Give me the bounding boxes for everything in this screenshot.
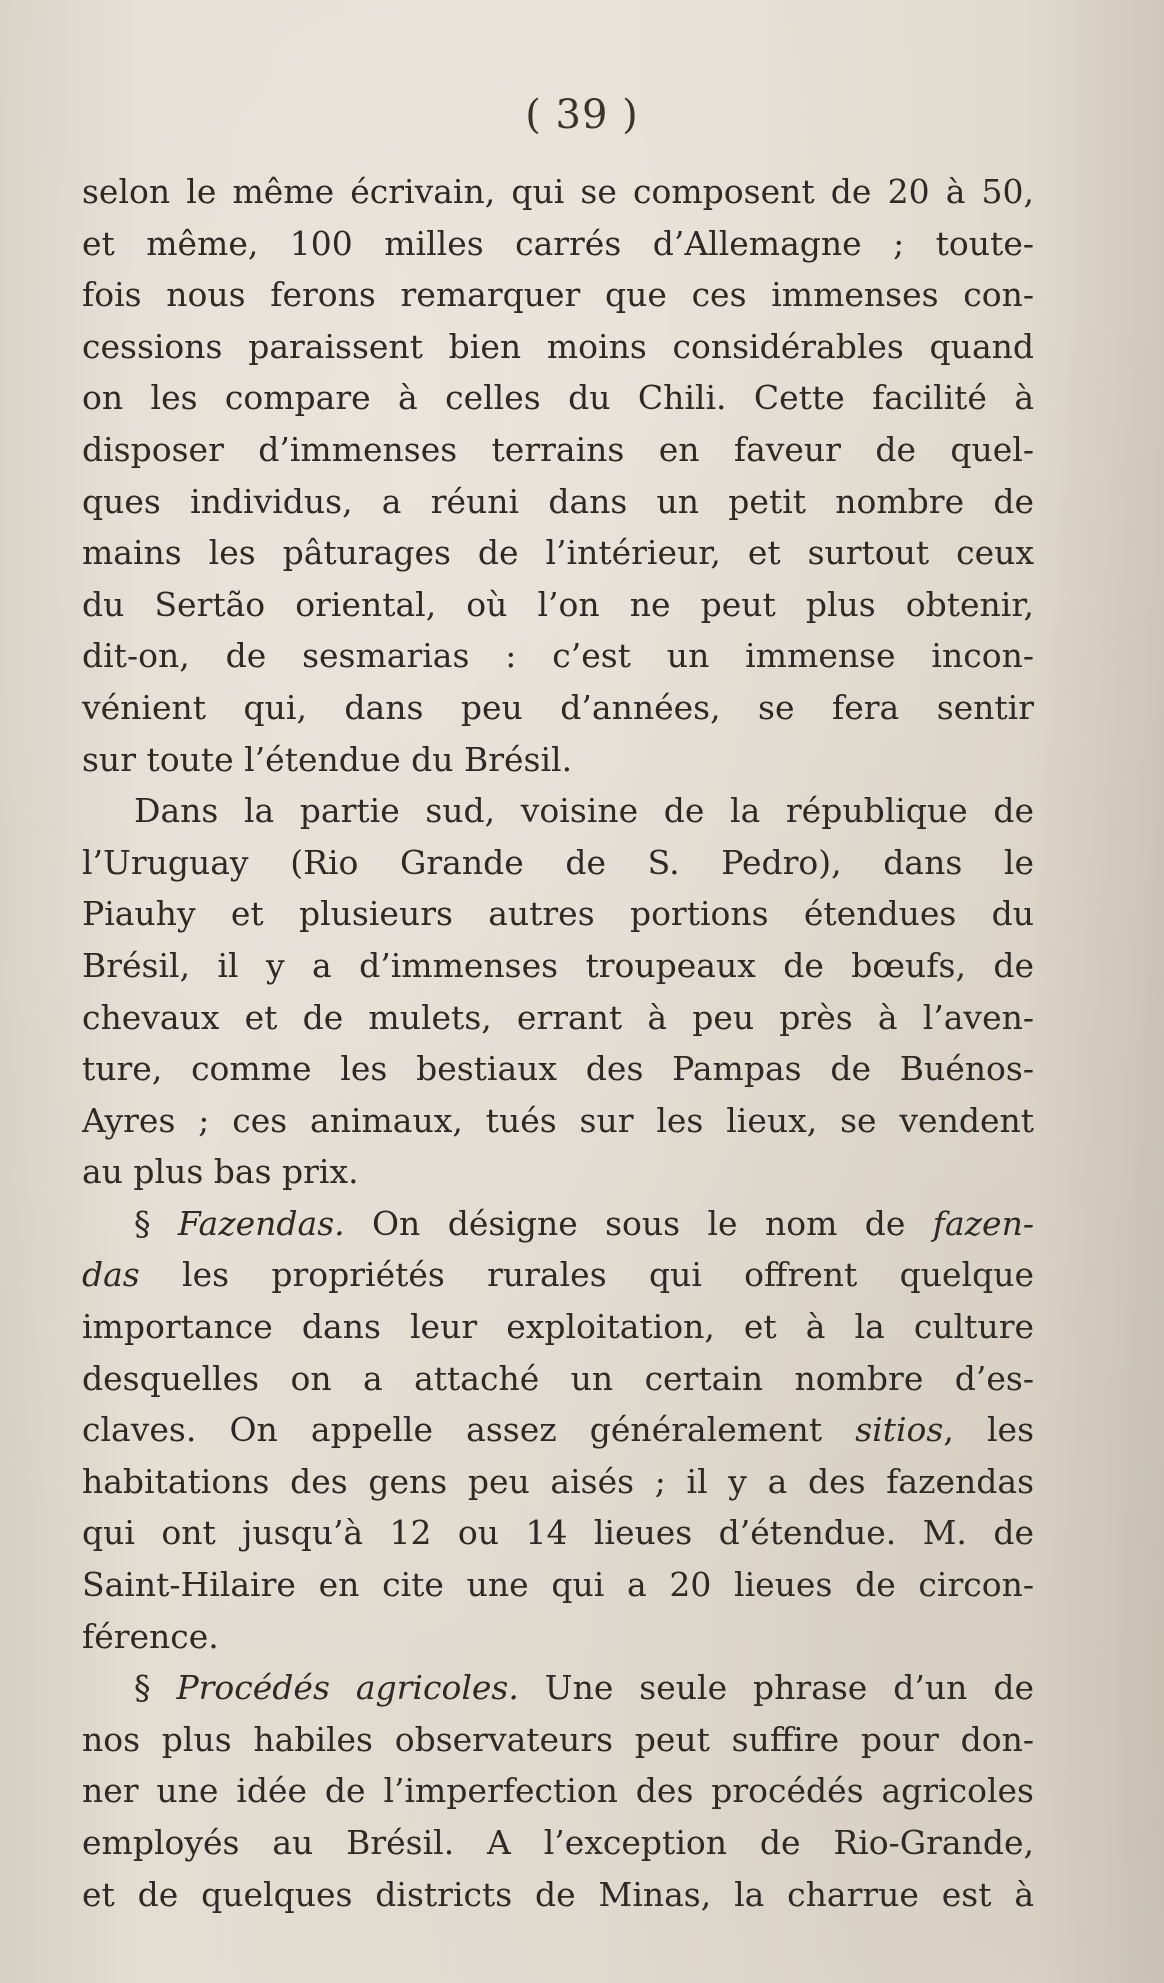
body-text bbox=[82, 166, 1034, 1920]
section-heading-line: § Fazendas. On désigne sous le nom de fazen- bbox=[134, 1203, 1034, 1243]
text-line: disposer d’immenses terrains en faveur de quel- bbox=[82, 429, 1034, 469]
paragraph-start-line: Dans la partie sud, voisine de la république de bbox=[134, 791, 1034, 831]
page-number: ( 39 ) bbox=[525, 92, 639, 138]
text-line: dit-on, de sesmarias : c’est un immense incon- bbox=[82, 636, 1034, 676]
section-heading-procedes-agricoles: Procédés agricoles. bbox=[176, 1668, 519, 1708]
text-line: et même, 100 milles carrés d’Allemagne ; toute- bbox=[82, 223, 1034, 263]
text-line: ques individus, a réuni dans un petit nombre de bbox=[82, 481, 1034, 521]
text-line: habitations des gens peu aisés ; il y a des fazendas bbox=[82, 1461, 1034, 1501]
text-line: du Sertão oriental, où l’on ne peut plus obtenir, bbox=[82, 584, 1034, 624]
text-line: nos plus habiles observateurs peut suffire pour don- bbox=[82, 1719, 1034, 1759]
section-heading-fazendas: Fazendas. bbox=[177, 1203, 345, 1243]
text-line: ture, comme les bestiaux des Pampas de Buénos- bbox=[82, 1049, 1034, 1089]
text-line: chevaux et de mulets, errant à peu près à l’aven- bbox=[82, 997, 1034, 1037]
text-line: sur toute l’étendue du Brésil. bbox=[82, 739, 573, 779]
text-line: das les propriétés rurales qui offrent quelque bbox=[82, 1255, 1034, 1295]
text-line: ner une idée de l’imperfection des procédés agricoles bbox=[82, 1771, 1034, 1811]
text-line: fois nous ferons remarquer que ces immenses con- bbox=[82, 275, 1034, 315]
text-line: importance dans leur exploitation, et à la culture bbox=[82, 1307, 1034, 1347]
text-line: desquelles on a attaché un certain nombre d’es- bbox=[82, 1358, 1034, 1398]
text-line: selon le même écrivain, qui se composent de 20 à 50, bbox=[82, 172, 1034, 211]
text-line: employés au Brésil. A l’exception de Rio-Grande, bbox=[82, 1823, 1034, 1862]
text-line: Saint-Hilaire en cite une qui a 20 lieues de circon- bbox=[82, 1565, 1034, 1605]
text-line: mains les pâturages de l’intérieur, et surtout ceux bbox=[82, 533, 1034, 573]
text-line: vénient qui, dans peu d’années, se fera sentir bbox=[82, 687, 1034, 727]
text-line: Ayres ; ces animaux, tués sur les lieux, se vendent bbox=[82, 1100, 1034, 1140]
text-line: férence. bbox=[82, 1616, 219, 1656]
section-heading-line: § Procédés agricoles. Une seule phrase d’un de bbox=[134, 1668, 1034, 1708]
text-line: claves. On appelle assez généralement sitios, les bbox=[82, 1410, 1035, 1450]
text-line: cessions paraissent bien moins considérables quand bbox=[82, 326, 1034, 366]
text-line: l’Uruguay (Rio Grande de S. Pedro), dans le bbox=[82, 842, 1034, 882]
text-line: qui ont jusqu’à 12 ou 14 lieues d’étendue. M. de bbox=[82, 1513, 1034, 1553]
text-line: au plus bas prix. bbox=[82, 1152, 359, 1192]
text-line: on les compare à celles du Chili. Cette facilité à bbox=[82, 378, 1034, 418]
text-line: et de quelques districts de Minas, la charrue est à bbox=[82, 1874, 1034, 1914]
text-line: Brésil, il y a d’immenses troupeaux de bœufs, de bbox=[82, 945, 1034, 985]
text-line: Piauhy et plusieurs autres portions étendues du bbox=[82, 894, 1034, 934]
